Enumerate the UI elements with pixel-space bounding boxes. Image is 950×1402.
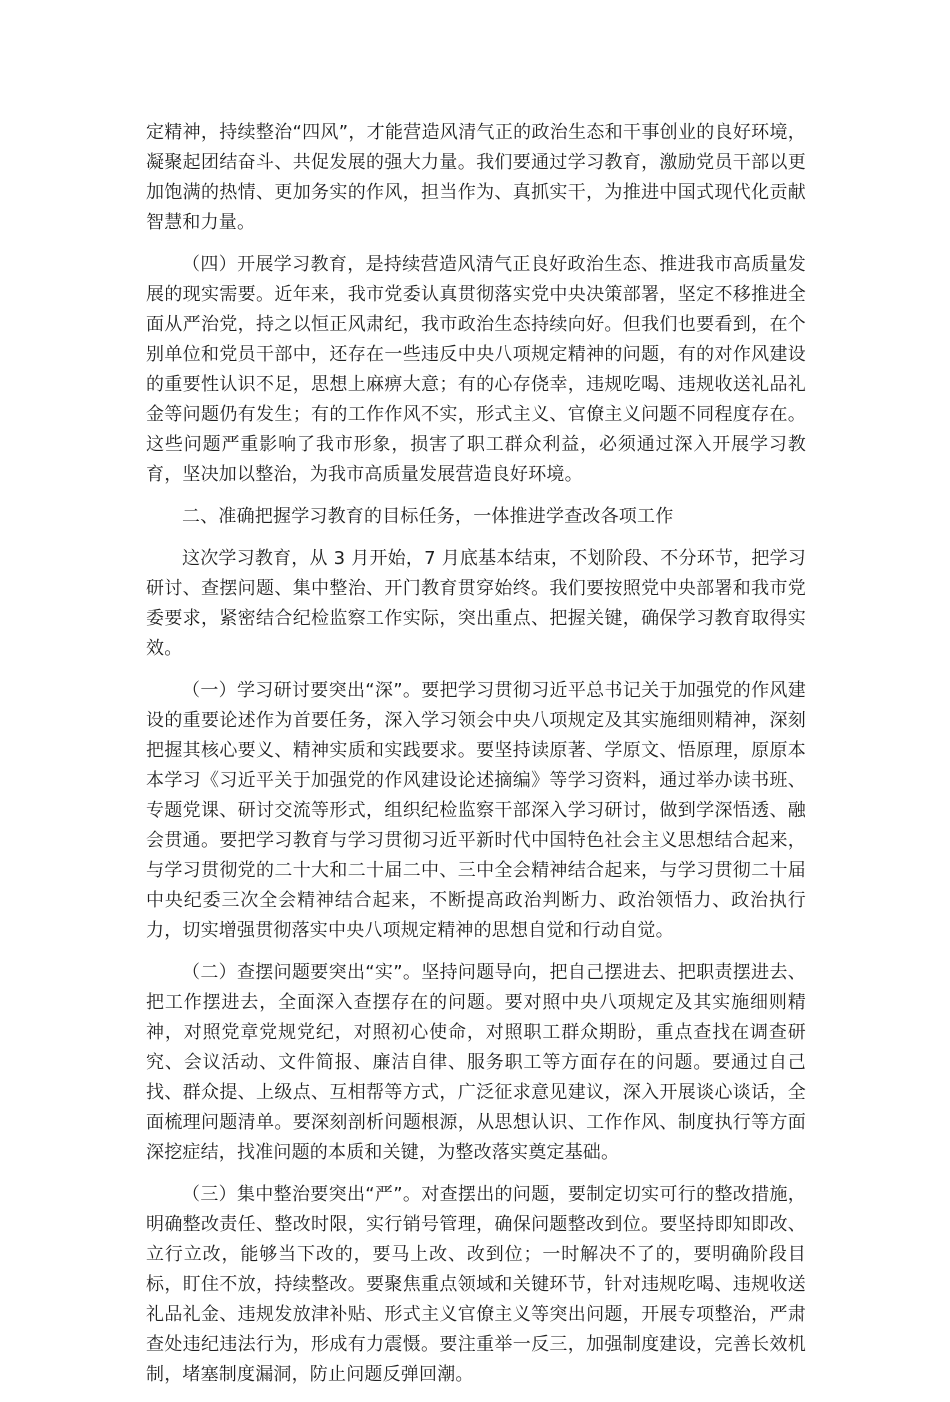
paragraph-item-one: （一）学习研讨要突出“深”。要把学习贯彻习近平总书记关于加强党的作风建设的重要论述作为首要任务，深入学习领会中央八项规定及其实施细则精神，深刻把握其核心要义、精神实质和实践要求。要坚持读原著、学原文、悟原理，原原本本学习《习近平关于加强党的作风建设论述摘编》等学习资料，通过举办读书班、专题党课、研讨交流等形式，组织纪检监察干部深入学习研讨，做到学深悟透、融会贯通。要把学习教育与学习贯彻习近平新时代中国特色社会主义思想结合起来，与学习贯彻党的二十大和二十届二中、三中全会精神结合起来，与学习贯彻二十届中央纪委三次全会精神结合起来，不断提高政治判断力、政治领悟力、政治执行力，切实增强贯彻落实中央八项规定精神的思想自觉和行动自觉。 <box>146 680 806 941</box>
paragraph-intro: 这次学习教育，从 3 月开始，7 月底基本结束，不划阶段、不分环节，把学习研讨、查摆问题、集中整治、开门教育贯穿始终。我们要按照党中央部署和我市党委要求，紧密结合纪检监察工作实际，突出重点、把握关键，确保学习教育取得实效。 <box>146 548 806 659</box>
paragraph-item-two: （二）查摆问题要突出“实”。坚持问题导向，把自己摆进去、把职责摆进去、把工作摆进去，全面深入查摆存在的问题。要对照中央八项规定及其实施细则精神，对照党章党规党纪，对照初心使命，对照职工群众期盼，重点查找在调查研究、会议活动、文件简报、廉洁自律、服务职工等方面存在的问题。要通过自己找、群众提、上级点、互相帮等方式，广泛征求意见建议，深入开展谈心谈话，全面梳理问题清单。要深刻剖析问题根源，从思想认识、工作作风、制度执行等方面深挖症结，找准问题的本质和关键，为整改落实奠定基础。 <box>146 962 806 1163</box>
document-page <box>146 118 806 1402</box>
paragraph-item-three: （三）集中整治要突出“严”。对查摆出的问题，要制定切实可行的整改措施，明确整改责任、整改时限，实行销号管理，确保问题整改到位。要坚持即知即改、立行立改，能够当下改的，要马上改、改到位；一时解决不了的，要明确阶段目标，盯住不放，持续整改。要聚焦重点领域和关键环节，针对违规吃喝、违规收送礼品礼金、违规发放津补贴、形式主义官僚主义等突出问题，开展专项整治，严肃查处违纪违法行为，形成有力震慑。要注重举一反三，加强制度建设，完善长效机制，堵塞制度漏洞，防止问题反弹回潮。 <box>146 1184 806 1385</box>
section-heading-two: 二、准确把握学习教育的目标任务，一体推进学查改各项工作 <box>182 506 674 527</box>
paragraph-continuation: 定精神，持续整治“四风”，才能营造风清气正的政治生态和干事创业的良好环境，凝聚起团结奋斗、共促发展的强大力量。我们要通过学习教育，激励党员干部以更加饱满的热情、更加务实的作风，担当作为、真抓实干，为推进中国式现代化贡献智慧和力量。 <box>146 122 806 233</box>
paragraph-section-four: （四）开展学习教育，是持续营造风清气正良好政治生态、推进我市高质量发展的现实需要。近年来，我市党委认真贯彻落实党中央决策部署，坚定不移推进全面从严治党，持之以恒正风肃纪，我市政治生态持续向好。但我们也要看到，在个别单位和党员干部中，还存在一些违反中央八项规定精神的问题，有的对作风建设的重要性认识不足，思想上麻痹大意；有的心存侥幸，违规吃喝、违规收送礼品礼金等问题仍有发生；有的工作作风不实，形式主义、官僚主义问题不同程度存在。这些问题严重影响了我市形象，损害了职工群众利益，必须通过深入开展学习教育，坚决加以整治，为我市高质量发展营造良好环境。 <box>146 254 806 485</box>
